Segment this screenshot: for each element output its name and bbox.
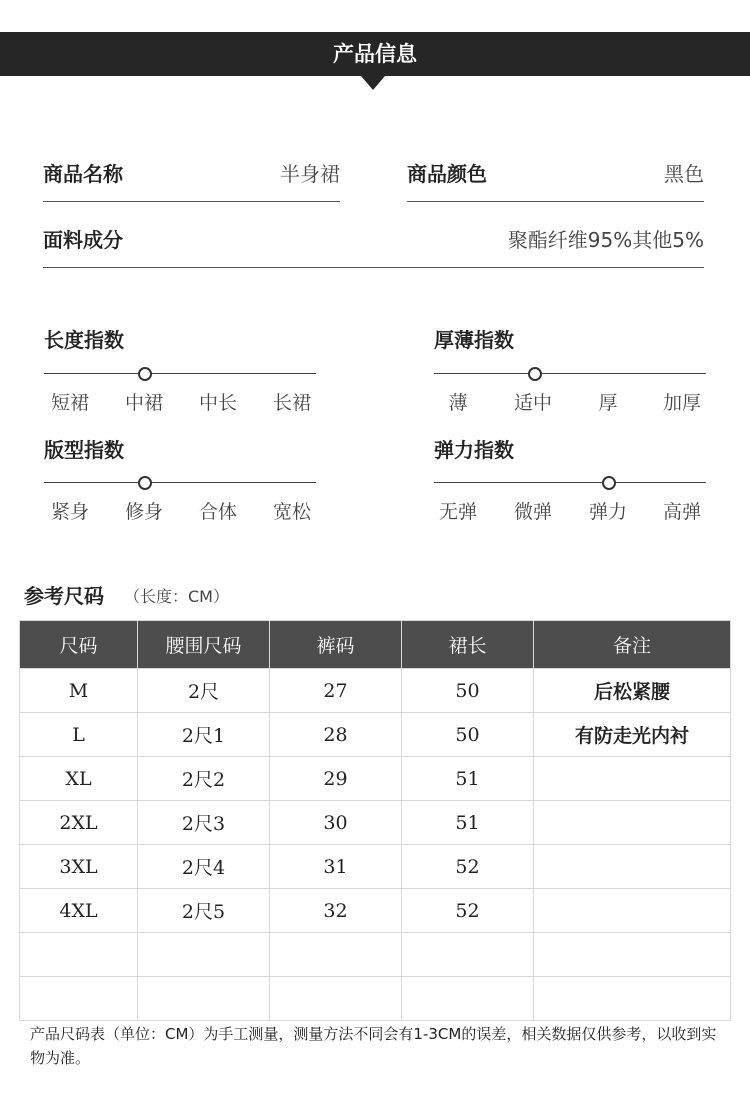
table-row (20, 889, 731, 933)
fit-scale-track (44, 482, 316, 483)
fabric-label: 面料成分 (43, 228, 123, 252)
length-option: 中裙 (124, 392, 163, 414)
size-cell: XL (20, 757, 138, 801)
size-table (19, 620, 731, 1021)
skirt-length-cell: 51 (402, 757, 534, 801)
pants-size-cell: 27 (270, 669, 402, 713)
fit-option: 宽松 (272, 501, 311, 523)
column-header: 裤码 (270, 621, 402, 669)
product-name-label: 商品名称 (43, 162, 123, 186)
size-cell: 2XL (20, 801, 138, 845)
waist-cell: 2尺 (138, 669, 270, 713)
fit-option: 修身 (124, 501, 163, 523)
table-row (20, 801, 731, 845)
divider (43, 201, 340, 202)
fit-option: 紧身 (50, 501, 89, 523)
pants-size-cell: 28 (270, 713, 402, 757)
note-cell (534, 889, 731, 933)
waist-cell: 2尺3 (138, 801, 270, 845)
skirt-length-cell: 51 (402, 801, 534, 845)
note-cell (534, 757, 731, 801)
skirt-length-cell (402, 933, 534, 977)
column-header: 裙长 (402, 621, 534, 669)
elasticity-option: 弹力 (588, 501, 627, 523)
measurement-disclaimer: 产品尺码表（单位：CM）为手工测量，测量方法不同会有1-3CM的误差，相关数据仅供参考，以收到实物为准。 (30, 1025, 717, 1067)
thickness-option: 厚 (598, 392, 618, 414)
table-row (20, 977, 731, 1021)
elasticity-option: 微弹 (513, 501, 552, 523)
pants-size-cell (270, 977, 402, 1021)
note-cell (534, 801, 731, 845)
pants-size-cell: 30 (270, 801, 402, 845)
thickness-option: 加厚 (662, 392, 701, 414)
pants-size-cell: 29 (270, 757, 402, 801)
fit-index-title: 版型指数 (44, 438, 124, 462)
thickness-scale-track (434, 373, 706, 374)
elasticity-option: 高弹 (662, 501, 701, 523)
length-option: 短裙 (50, 392, 89, 414)
thickness-index-title: 厚薄指数 (434, 328, 514, 352)
product-color-label: 商品颜色 (407, 162, 487, 186)
waist-cell (138, 933, 270, 977)
size-cell: 3XL (20, 845, 138, 889)
banner-arrow-icon (361, 76, 385, 90)
table-row (20, 933, 731, 977)
note-cell: 有防走光内衬 (534, 713, 731, 757)
elasticity-index-title: 弹力指数 (434, 438, 514, 462)
fit-option: 合体 (198, 501, 237, 523)
size-cell: L (20, 713, 138, 757)
product-color-value: 黑色 (664, 162, 704, 186)
size-chart-title: 参考尺码 (24, 584, 104, 608)
elasticity-scale-marker (602, 476, 616, 490)
pants-size-cell: 31 (270, 845, 402, 889)
size-cell (20, 977, 138, 1021)
note-cell (534, 933, 731, 977)
fit-scale-marker (138, 476, 152, 490)
table-header-row (20, 621, 731, 669)
thickness-option: 适中 (513, 392, 552, 414)
length-option: 中长 (198, 392, 237, 414)
waist-cell: 2尺2 (138, 757, 270, 801)
table-row (20, 669, 731, 713)
note-cell (534, 845, 731, 889)
fabric-value: 聚酯纤维95%其他5% (507, 228, 704, 252)
table-row (20, 757, 731, 801)
skirt-length-cell: 52 (402, 845, 534, 889)
waist-cell: 2尺4 (138, 845, 270, 889)
table-row (20, 845, 731, 889)
waist-cell (138, 977, 270, 1021)
thickness-option: 薄 (448, 392, 468, 414)
skirt-length-cell: 50 (402, 669, 534, 713)
product-name-value: 半身裙 (280, 162, 340, 186)
column-header: 尺码 (20, 621, 138, 669)
elasticity-option: 无弹 (438, 501, 477, 523)
note-cell (534, 977, 731, 1021)
thickness-scale-marker (528, 367, 542, 381)
length-index-title: 长度指数 (44, 328, 124, 352)
column-header: 备注 (534, 621, 731, 669)
pants-size-cell (270, 933, 402, 977)
size-cell (20, 933, 138, 977)
skirt-length-cell: 50 (402, 713, 534, 757)
table-row (20, 713, 731, 757)
elasticity-scale-track (434, 482, 706, 483)
divider (407, 201, 704, 202)
pants-size-cell: 32 (270, 889, 402, 933)
column-header: 腰围尺码 (138, 621, 270, 669)
size-cell: M (20, 669, 138, 713)
size-chart-unit: （长度：CM） (124, 587, 229, 606)
divider (43, 267, 704, 268)
skirt-length-cell (402, 977, 534, 1021)
waist-cell: 2尺1 (138, 713, 270, 757)
waist-cell: 2尺5 (138, 889, 270, 933)
skirt-length-cell: 52 (402, 889, 534, 933)
length-option: 长裙 (272, 392, 311, 414)
length-scale-marker (138, 367, 152, 381)
section-banner (0, 32, 750, 76)
size-cell: 4XL (20, 889, 138, 933)
length-scale-track (44, 373, 316, 374)
section-title: 产品信息 (333, 42, 417, 66)
note-cell: 后松紧腰 (534, 669, 731, 713)
